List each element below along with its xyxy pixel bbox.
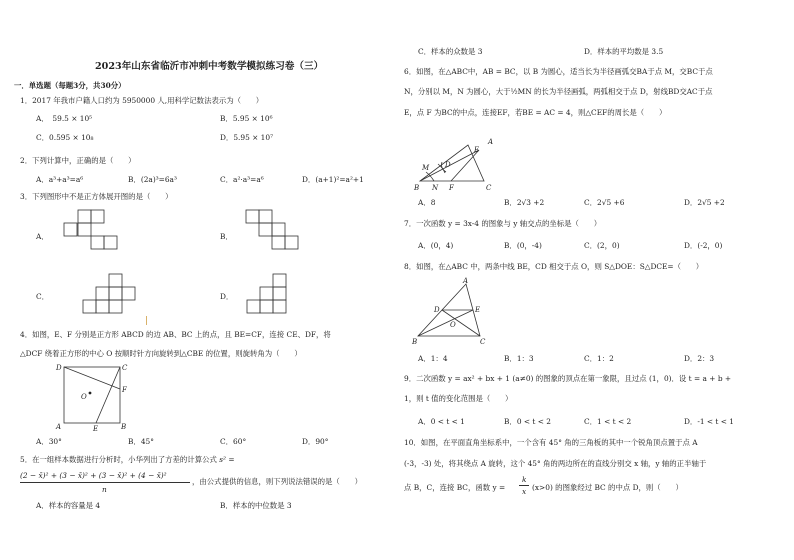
q10-fraction-denominator: x: [522, 487, 527, 496]
q8-option-d[interactable]: D．2：3: [684, 354, 715, 363]
q2-stem: 2．下列计算中，正确的是（ ）: [20, 156, 136, 165]
q6-label-b: B: [414, 184, 420, 192]
q8-label-o: O: [450, 321, 456, 329]
q5-formula-lhs: s² =: [219, 455, 235, 464]
q9-option-a[interactable]: A．0 < t < 1: [418, 417, 465, 426]
q4-option-b[interactable]: B．45°: [128, 437, 154, 446]
q6-label-d: D: [445, 161, 451, 169]
q5-option-a[interactable]: A．样本的容量是 4: [36, 501, 101, 510]
q5-stem-line2: ，由公式提供的信息，则下列说法错误的是（ ）: [192, 477, 362, 486]
q4-label-b: B: [121, 423, 127, 431]
q3-option-c[interactable]: C．: [36, 292, 50, 301]
q2-option-a[interactable]: A．a³+a³=a⁶: [36, 175, 84, 184]
q7-option-d[interactable]: D．(-2，0): [684, 241, 723, 250]
q6-triangle-figure: [412, 124, 512, 194]
q6-stem-line2: N，分别以 M，N 为圆心，大于½MN 的长为半径画弧，两弧相交于点 D，射线BD交AC于点: [404, 87, 713, 96]
q5-formula-denominator: n: [102, 485, 107, 494]
q3-stem: 3．下列图形中不是正方体展开图的是（ ）: [20, 192, 173, 201]
q8-label-c: C: [480, 338, 486, 346]
q9-stem-line2: 1，则 t 值的变化范围是（ ）: [404, 394, 513, 403]
q9-option-b[interactable]: B．0 < t < 2: [504, 417, 551, 426]
q8-label-d: D: [434, 306, 440, 314]
q4-label-o: O: [81, 393, 87, 401]
q5-option-c[interactable]: C．样本的众数是 3: [418, 47, 483, 56]
q10-stem-line3a: 点 B，C，连接 BC，函数 y =: [404, 483, 506, 492]
q6-option-b[interactable]: B．2√3 +2: [504, 198, 545, 207]
q4-label-a: A: [56, 423, 62, 431]
q8-triangle-figure: [410, 277, 500, 346]
q4-option-c[interactable]: C．60°: [220, 437, 247, 446]
q1-option-d[interactable]: D．5.95 × 10⁷: [220, 133, 274, 142]
q4-option-d[interactable]: D．90°: [302, 437, 329, 446]
q3-net-c-figure: [83, 274, 143, 316]
q3-option-a[interactable]: A．: [36, 232, 49, 241]
q8-option-c[interactable]: C．1：2: [584, 354, 614, 363]
q10-stem-line2: (-3，-3) 处，将其绕点 A 旋转，这个 45° 角的两边所在的直线分别交 x 轴，y 轴的正半轴于: [404, 459, 707, 468]
q2-option-d[interactable]: D．(a+1)²=a²+1: [302, 175, 364, 184]
q4-label-c: C: [122, 364, 128, 372]
q6-stem-line1: 6．如图，在△ABC中，AB = BC，以 B 为圆心，适当长为半径画弧交BA于点 M，交BC于点: [404, 67, 713, 76]
text-cursor-mark: [146, 316, 147, 325]
q6-option-a[interactable]: A．8: [418, 198, 436, 207]
q2-option-c[interactable]: C．a²·a³=a⁶: [220, 175, 264, 184]
q4-option-a[interactable]: A．30°: [36, 437, 62, 446]
q5-stem-line1: [20, 456, 235, 463]
q6-option-c[interactable]: C．2√5 +6: [584, 198, 625, 207]
q1-stem: 1．2017 年我市户籍人口约为 5950000 人,用科学记数法表示为（ ）: [20, 96, 264, 105]
q6-label-c: C: [486, 184, 492, 192]
q9-stem-line1: 9．二次函数 y = ax² + bx + 1 (a≠0) 的图象的顶点在第一象限，且过点 (1，0)．设 t = a + b +: [404, 374, 732, 383]
q6-label-n: N: [432, 184, 439, 192]
q5-formula-numerator: (2 − x̄)² + (3 − x̄)² + (3 − x̄)² + (4 − x̄)²: [20, 471, 167, 480]
q1-option-b[interactable]: B．5.95 × 10⁶: [220, 114, 273, 123]
q3-net-d-figure: [247, 274, 307, 316]
q8-label-a: A: [463, 277, 469, 285]
q8-option-a[interactable]: A．1：4: [418, 354, 448, 363]
q5-option-d[interactable]: D．样本的平均数是 3.5: [584, 47, 664, 56]
q5-fraction-bar: [20, 482, 190, 483]
q4-label-e: E: [93, 425, 99, 433]
q6-option-d[interactable]: D．2√5 +2: [684, 198, 725, 207]
q10-fraction-numerator: k: [522, 475, 527, 484]
q6-label-f: F: [449, 184, 454, 192]
q6-stem-line3: E，点 F 为BC的中点，连接EF，若BE = AC = 4，则△CEF的周长是（ ）: [404, 108, 667, 117]
q1-option-c[interactable]: C．0.595 × 10₈: [36, 133, 94, 142]
q4-stem-line2: △DCF 绕着正方形的中心 O 按顺时针方向旋转到△CBE 的位置，则旋转角为（ ）: [20, 349, 302, 358]
q9-option-c[interactable]: C．1 < t < 2: [584, 417, 632, 426]
q3-net-a-figure: [64, 210, 124, 250]
q5-stem-text: 5．在一组样本数据进行分析时，小华列出了方差的计算公式: [20, 455, 220, 464]
q7-stem: 7．一次函数 y = 3x-4 的图象与 y 轴交点的坐标是（ ）: [404, 219, 602, 228]
q8-label-e: E: [475, 306, 481, 314]
q10-stem-line1: 10．如图，在平面直角坐标系中，一个含有 45° 角的三角板的其中一个锐角顶点置于点 A: [404, 438, 698, 447]
q4-label-f: F: [122, 386, 127, 394]
q7-option-b[interactable]: B．(0，-4): [504, 241, 542, 250]
q8-label-b: B: [412, 338, 418, 346]
q4-label-d: D: [56, 364, 62, 372]
section-heading: 一．单选题（每题3分，共30分）: [14, 81, 126, 90]
q3-option-b[interactable]: B．: [220, 232, 233, 241]
q3-net-b-figure: [246, 210, 306, 250]
q2-option-b[interactable]: B．(2a)³=6a³: [128, 175, 177, 184]
page-title: 2023年山东省临沂市冲刺中考数学模拟练习卷（三）: [95, 61, 324, 72]
q7-option-c[interactable]: C．(2，0): [584, 241, 620, 250]
q3-option-d[interactable]: D．: [220, 292, 234, 301]
q6-label-e: E: [474, 146, 480, 154]
q9-option-d[interactable]: D．-1 < t < 1: [684, 417, 734, 426]
q6-label-a: A: [488, 138, 494, 146]
q6-label-m: M: [422, 164, 430, 172]
q8-stem: 8．如图，在△ABC 中，两条中线 BE，CD 相交于点 O，则 S△DOE：S△DCE=（ ）: [404, 262, 704, 271]
q5-option-b[interactable]: B．样本的中位数是 3: [220, 501, 292, 510]
q8-option-b[interactable]: B．1：3: [504, 354, 534, 363]
q7-option-a[interactable]: A．(0，4): [418, 241, 454, 250]
q4-square-figure: [56, 362, 136, 432]
q1-option-a[interactable]: A． 59.5 × 10⁵: [36, 114, 93, 123]
q10-fraction-bar: [519, 485, 529, 486]
q4-stem-line1: 4．如图，E、F 分别是正方形 ABCD 的边 AB、BC 上的点，且 BE=CF，连接 CE、DF，将: [20, 330, 331, 339]
q10-stem-line3b: (x>0) 的图象经过 BC 的中点 D，则（ ）: [532, 483, 683, 492]
